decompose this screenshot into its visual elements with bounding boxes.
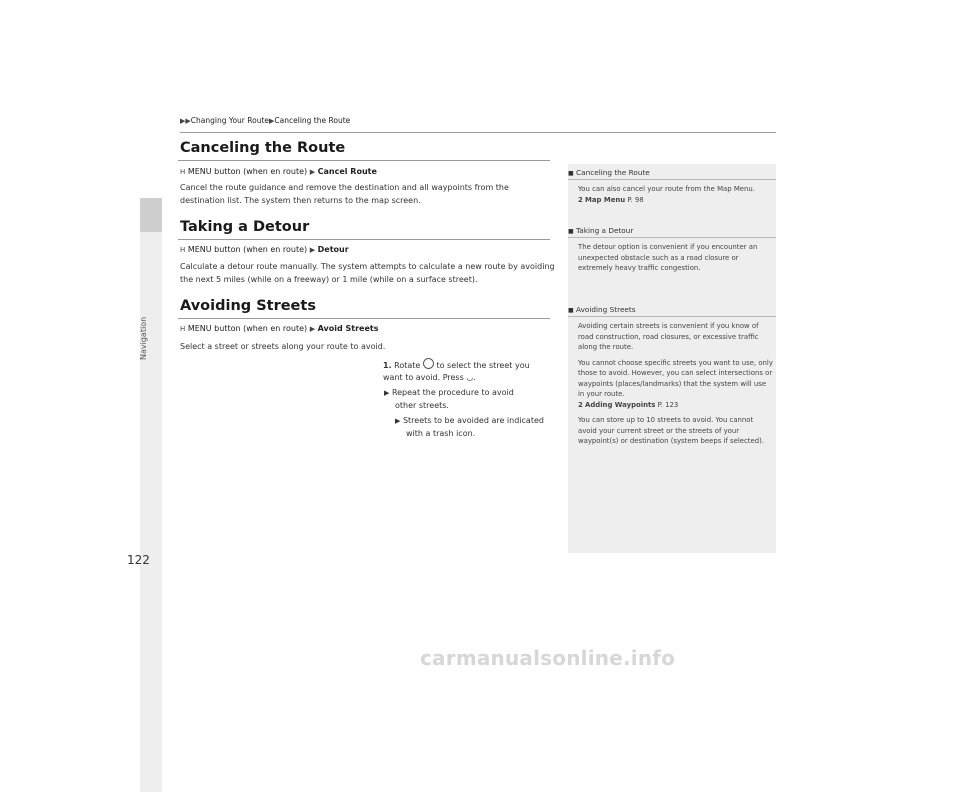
chapter-label: Navigation (139, 316, 148, 360)
enter-button-icon: ◡ (466, 372, 474, 382)
note-body-detour (578, 242, 774, 279)
section-body-avoiding: Select a street or streets along your route to avoid. (180, 342, 386, 351)
chapter-tab-marker (140, 198, 162, 232)
note-body-avoid (578, 321, 774, 452)
section-rule (178, 160, 550, 161)
section-title-canceling: Canceling the Route (180, 140, 346, 156)
step-number: 1. (383, 361, 392, 370)
note-icon: ■ (568, 307, 574, 314)
path-item: Detour (317, 245, 349, 254)
note-title-avoid (568, 305, 636, 314)
breadcrumb-part-2: Canceling the Route (274, 116, 351, 125)
note-text: You cannot choose specific streets you want to use, only those to avoid. However, you can select intersections or waypoints (places/landmarks) that the system will use in your route. (578, 358, 773, 398)
reference-link[interactable]: Adding Waypoints (585, 400, 656, 409)
menu-path-avoid (180, 324, 378, 333)
arrow-icon: ▶ (384, 389, 390, 397)
step-1: 1. Rotate to select the street you want to avoid. Press ◡. (383, 358, 551, 383)
reference-page: P. 123 (657, 400, 679, 409)
note-title-text: Avoiding Streets (576, 305, 636, 314)
step-text: Rotate (394, 361, 421, 370)
reference-link[interactable]: Map Menu (585, 195, 626, 204)
substep-text: Streets to be avoided are indicated with a trash icon. (402, 416, 544, 438)
path-item: Cancel Route (317, 167, 377, 176)
path-prefix: MENU button (when en route) (187, 245, 308, 254)
hand-icon: H (180, 325, 186, 333)
section-title-avoiding: Avoiding Streets (180, 298, 316, 314)
section-body-canceling: Cancel the route guidance and remove the destination and all waypoints from the destination list. The system then returns to the map screen. (180, 183, 509, 205)
reference-page: P. 98 (627, 195, 644, 204)
note-rule (568, 237, 776, 238)
note-title-detour (568, 226, 633, 235)
note-icon: ■ (568, 170, 574, 177)
hand-icon: H (180, 168, 186, 176)
section-body-detour: Calculate a detour route manually. The system attempts to calculate a new route by avoiding the next 5 miles (while on a freeway) or 1 mile (while on a surface street). (180, 262, 555, 284)
path-prefix: MENU button (when en route) (187, 324, 308, 333)
section-rule (178, 239, 550, 240)
header-rule (180, 132, 776, 133)
breadcrumb-arrow-icon: ▶ (269, 117, 275, 125)
note-text: Avoiding certain streets is convenient if you know of road construction, road closures, or excessive traffic along the route. (578, 322, 759, 351)
note-text: You can also cancel your route from the Map Menu. (578, 185, 755, 193)
reference-icon: 2 (578, 195, 583, 204)
note-title-text: Taking a Detour (576, 226, 634, 235)
note-text: The detour option is convenient if you encounter an unexpected obstacle such as a road closure or extremely heavy traffic congestion. (578, 243, 758, 272)
interface-dial-icon (423, 358, 434, 369)
note-text: You can store up to 10 streets to avoid. You cannot avoid your current street or the streets of your waypoint(s) or destination (system beeps if selected). (578, 416, 764, 445)
section-rule (178, 318, 550, 319)
note-body-cancel (578, 184, 774, 210)
note-icon: ■ (568, 228, 574, 235)
path-item: Avoid Streets (317, 324, 379, 333)
reference-icon: 2 (578, 400, 583, 409)
note-rule (568, 316, 776, 317)
step-text: to select the street you want to avoid. Press (383, 361, 530, 382)
note-title-cancel (568, 168, 650, 177)
substep (395, 415, 546, 439)
breadcrumb (180, 116, 350, 125)
arrow-icon: ▶ (309, 168, 316, 176)
arrow-icon: ▶ (395, 417, 401, 425)
breadcrumb-arrow-icon: ▶▶ (180, 117, 191, 125)
arrow-icon: ▶ (309, 246, 316, 254)
path-prefix: MENU button (when en route) (187, 167, 308, 176)
substep-text: Repeat the procedure to avoid other streets. (391, 388, 514, 410)
note-title-text: Canceling the Route (576, 168, 650, 177)
breadcrumb-part-1: Changing Your Route (190, 116, 270, 125)
substep (384, 387, 535, 411)
menu-path-detour (180, 245, 349, 254)
watermark: carmanualsonline.info (420, 646, 676, 670)
section-title-detour: Taking a Detour (180, 219, 310, 235)
menu-path-cancel (180, 167, 377, 176)
hand-icon: H (180, 246, 186, 254)
arrow-icon: ▶ (309, 325, 316, 333)
note-rule (568, 179, 776, 180)
page-number: 122 (127, 553, 150, 567)
